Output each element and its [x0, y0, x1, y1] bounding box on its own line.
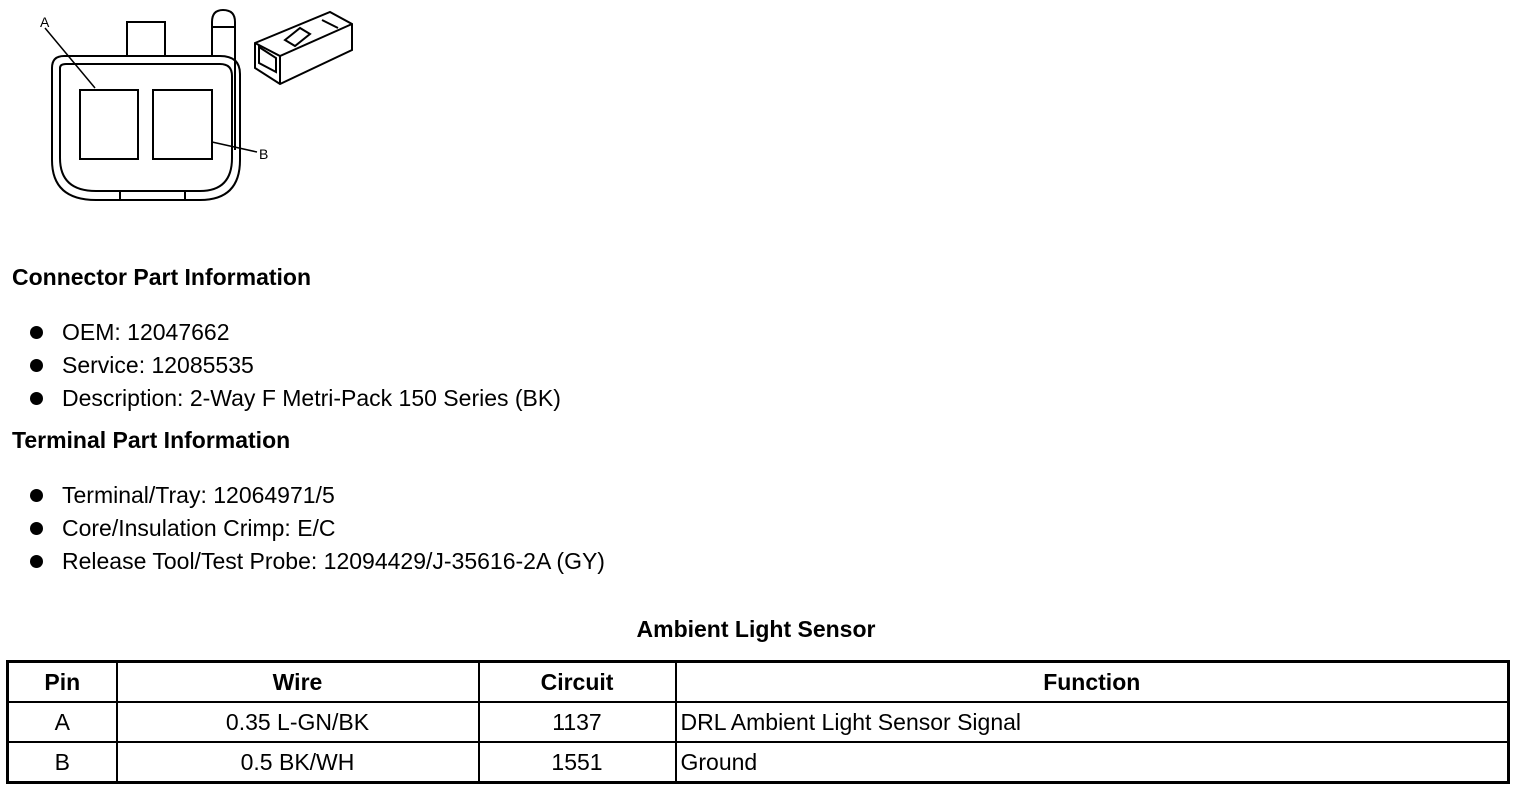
connector-service: Service: 12085535 [62, 352, 254, 378]
header-function: Function [676, 662, 1509, 703]
bullet-icon [30, 489, 43, 502]
terminal-info-heading: Terminal Part Information [12, 427, 291, 453]
bullet-icon [30, 555, 43, 568]
list-item [26, 317, 561, 350]
connector-info-heading: Connector Part Information [12, 264, 312, 290]
cell-pin: A [8, 702, 117, 742]
pin-label-a: A [40, 14, 50, 30]
terminal-crimp: Core/Insulation Crimp: E/C [62, 515, 336, 541]
cell-function: DRL Ambient Light Sensor Signal [676, 702, 1509, 742]
header-wire: Wire [117, 662, 479, 703]
bullet-icon [30, 326, 43, 339]
connector-isometric-view [255, 12, 352, 84]
terminal-release-tool: Release Tool/Test Probe: 12094429/J-35616-2A (GY) [62, 548, 605, 574]
header-pin: Pin [8, 662, 117, 703]
pin-cavity-b [153, 90, 212, 159]
cell-wire: 0.35 L-GN/BK [117, 702, 479, 742]
cell-pin: B [8, 742, 117, 783]
connector-info-list [26, 317, 561, 416]
terminal-info-list [26, 480, 605, 579]
list-item [26, 480, 605, 513]
cell-wire: 0.5 BK/WH [117, 742, 479, 783]
cell-circuit: 1137 [479, 702, 676, 742]
table-row [8, 742, 1509, 783]
cell-function: Ground [676, 742, 1509, 783]
list-item [26, 546, 605, 579]
connector-diagram [0, 0, 380, 215]
header-circuit: Circuit [479, 662, 676, 703]
bullet-icon [30, 522, 43, 535]
table-title: Ambient Light Sensor [636, 616, 876, 642]
pin-cavity-a [80, 90, 138, 159]
connector-top-tab [127, 22, 165, 57]
list-item [26, 350, 561, 383]
list-item [26, 513, 605, 546]
connector-description: Description: 2-Way F Metri-Pack 150 Series (BK) [62, 385, 561, 411]
pinout-table [6, 660, 1510, 784]
bullet-icon [30, 359, 43, 372]
pin-label-b: B [259, 146, 269, 162]
table-row [8, 702, 1509, 742]
list-item [26, 383, 561, 416]
connector-oem: OEM: 12047662 [62, 319, 230, 345]
cell-circuit: 1551 [479, 742, 676, 783]
bullet-icon [30, 392, 43, 405]
table-header-row [8, 662, 1509, 703]
terminal-tray: Terminal/Tray: 12064971/5 [62, 482, 335, 508]
